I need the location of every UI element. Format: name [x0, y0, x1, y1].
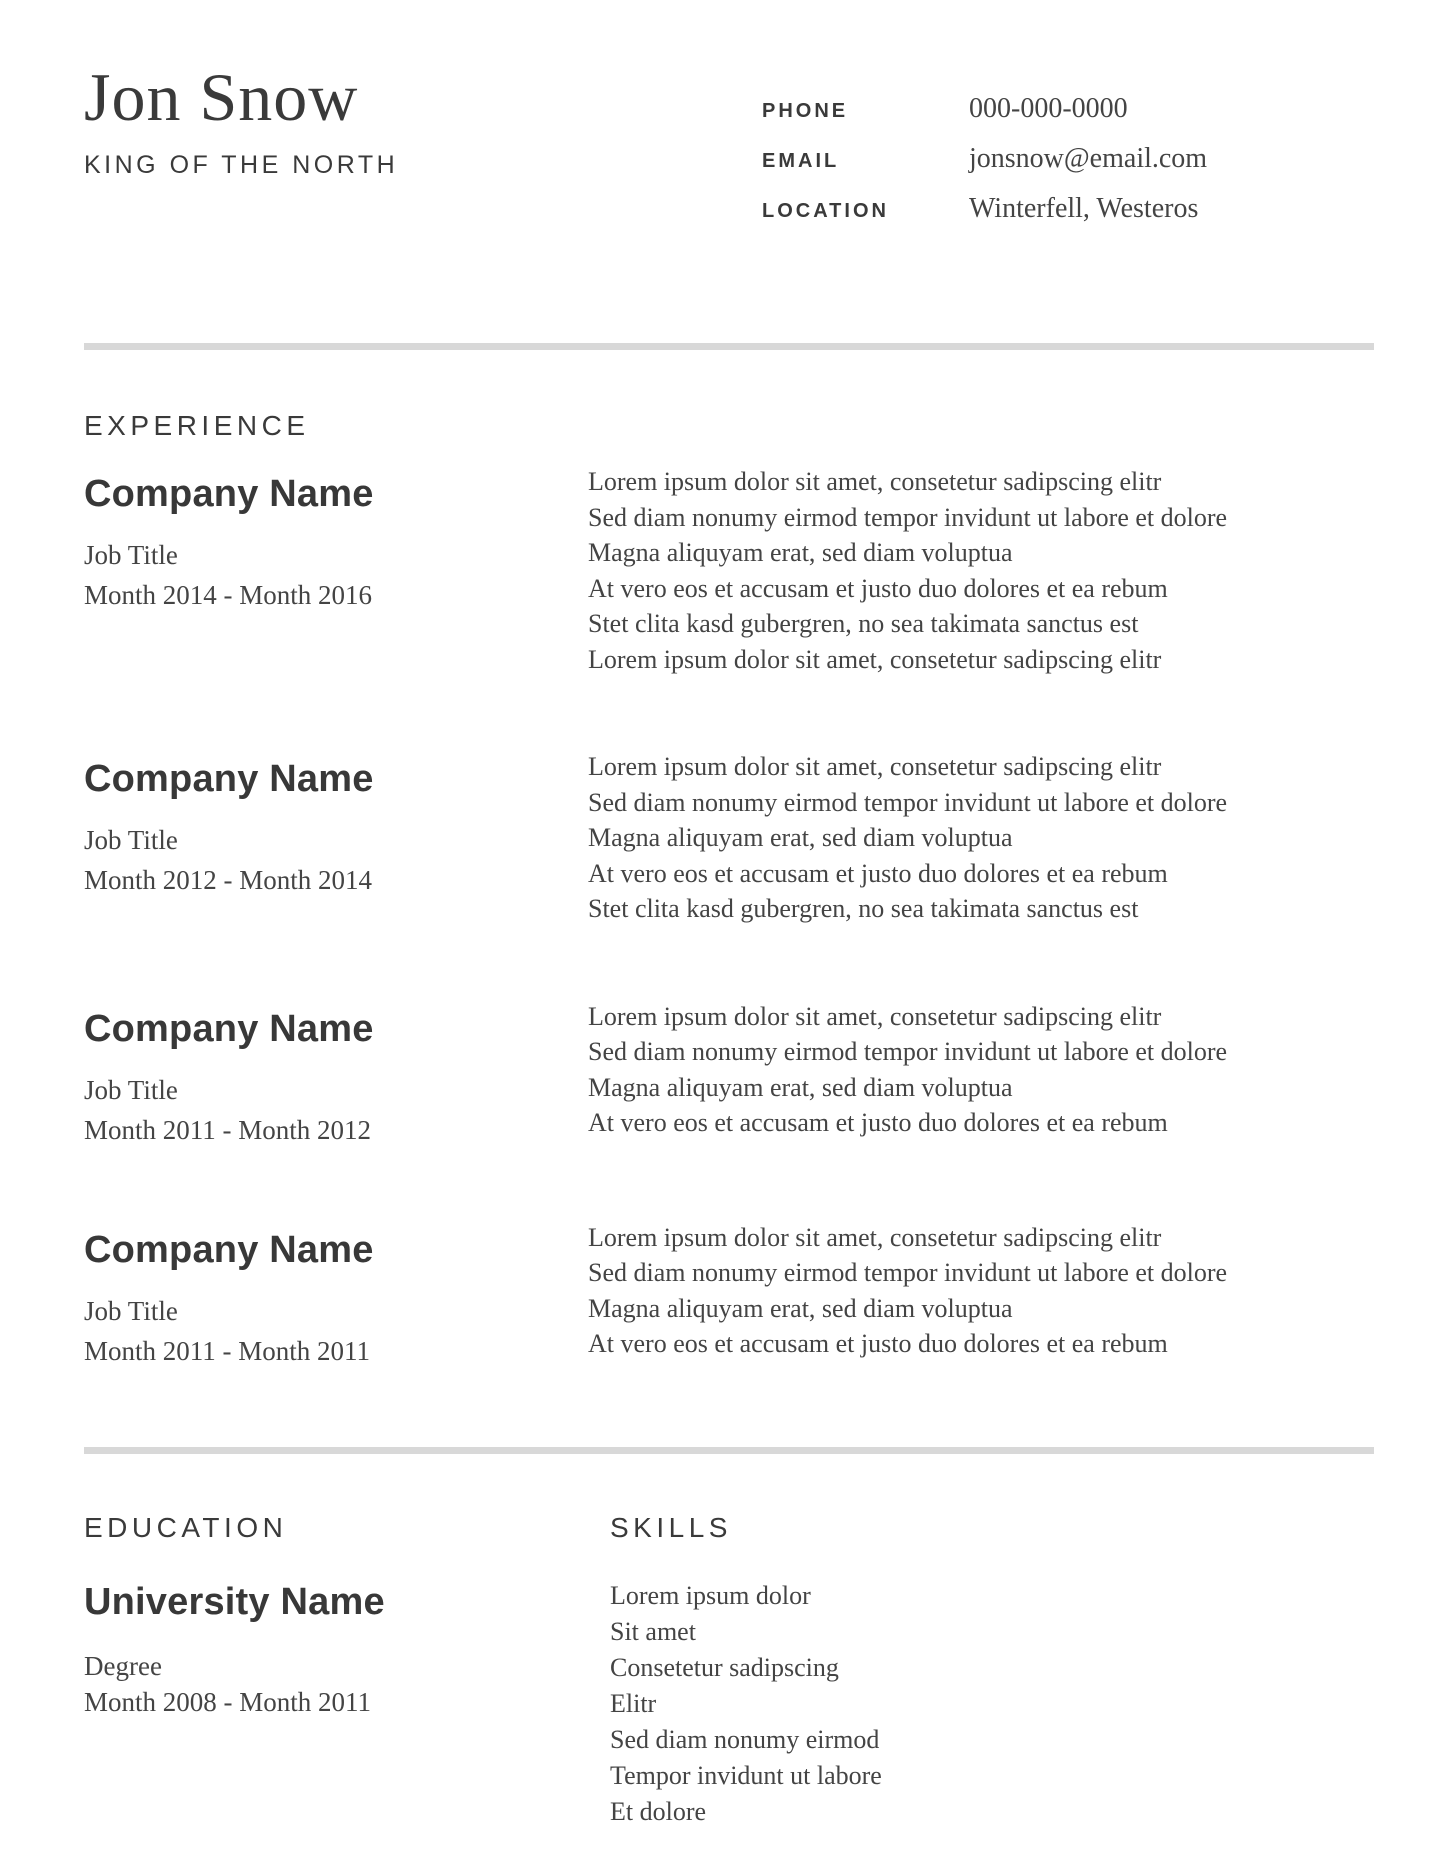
- experience-entry: [84, 752, 1374, 927]
- job-description: [588, 464, 1374, 677]
- company-name: Company Name: [84, 1228, 374, 1271]
- job-description: [588, 749, 1374, 927]
- company-name: Company Name: [84, 473, 374, 515]
- company-name: Company Name: [84, 758, 374, 800]
- skill-item: Sed diam nonumy eirmod: [610, 1724, 880, 1754]
- skill-item: Tempor invidunt ut labore: [610, 1760, 882, 1790]
- skill-item: Lorem ipsum dolor: [610, 1580, 811, 1610]
- job-description: [588, 999, 1374, 1148]
- experience-heading: EXPERIENCE: [84, 410, 310, 441]
- description-line: Magna aliquyam erat, sed diam voluptua: [588, 538, 1013, 567]
- location-value: Winterfell, Westeros: [969, 193, 1199, 224]
- header-divider: [84, 343, 1374, 350]
- skill-item: Consetetur sadipscing: [610, 1652, 839, 1682]
- description-line: Lorem ipsum dolor sit amet, consetetur sadipscing elitr: [588, 644, 1162, 674]
- description-line: Stet clita kasd gubergren, no sea takimata sanctus est: [588, 894, 1139, 923]
- experience-entry: [84, 467, 1374, 677]
- education-section: [84, 1512, 610, 1830]
- description-line: Lorem ipsum dolor sit amet, consetetur sadipscing elitr: [588, 1222, 1162, 1252]
- description-line: Stet clita kasd gubergren, no sea takimata sanctus est: [588, 609, 1139, 638]
- experience-entry: [84, 1222, 1374, 1369]
- section-divider: [84, 1447, 1374, 1454]
- contact-row-location: [762, 191, 1374, 226]
- job-description: [588, 1220, 1374, 1369]
- description-line: Magna aliquyam erat, sed diam voluptua: [588, 823, 1013, 852]
- skills-list: [610, 1578, 1374, 1830]
- employment-dates: Month 2014 - Month 2016: [84, 580, 373, 610]
- header: [84, 0, 1374, 241]
- education-dates: Month 2008 - Month 2011: [84, 1686, 372, 1717]
- experience-section: [84, 410, 1374, 1369]
- description-line: Sed diam nonumy eirmod tempor invidunt ut labore et dolore: [588, 1258, 1228, 1287]
- location-label: LOCATION: [762, 200, 889, 222]
- description-line: Magna aliquyam erat, sed diam voluptua: [588, 1072, 1013, 1102]
- contact-row-phone: [762, 91, 1374, 126]
- description-line: Sed diam nonumy eirmod tempor invidunt ut labore et dolore: [588, 787, 1228, 817]
- experience-entry-left: [84, 470, 588, 677]
- experience-entry-left: [84, 1226, 588, 1369]
- phone-value: 000-000-0000: [969, 93, 1128, 124]
- email-label: EMAIL: [762, 150, 840, 172]
- job-title: Job Title: [84, 825, 178, 855]
- skills-heading: SKILLS: [610, 1511, 732, 1543]
- identity-block: [84, 58, 398, 241]
- description-line: Lorem ipsum dolor sit amet, consetetur sadipscing elitr: [588, 752, 1162, 781]
- skill-item: Elitr: [610, 1688, 657, 1718]
- job-title: Job Title: [84, 540, 178, 570]
- description-line: Sed diam nonumy eirmod tempor invidunt ut labore et dolore: [588, 502, 1228, 532]
- description-line: At vero eos et accusam et justo duo dolores et ea rebum: [588, 858, 1168, 888]
- employment-dates: Month 2011 - Month 2012: [84, 1114, 372, 1145]
- description-line: Lorem ipsum dolor sit amet, consetetur sadipscing elitr: [588, 467, 1162, 496]
- skill-item: Et dolore: [610, 1796, 707, 1826]
- experience-entry-left: [84, 755, 588, 927]
- experience-entry-left: [84, 1005, 588, 1148]
- description-line: At vero eos et accusam et justo duo dolores et ea rebum: [588, 1329, 1168, 1358]
- university-name: University Name: [84, 1580, 385, 1623]
- person-name: Jon Snow: [84, 59, 359, 135]
- degree: Degree: [84, 1650, 162, 1681]
- employment-dates: Month 2012 - Month 2014: [84, 865, 373, 895]
- email-value: jonsnow@email.com: [969, 143, 1208, 174]
- experience-entries: [84, 467, 1374, 1369]
- description-line: At vero eos et accusam et justo duo dolores et ea rebum: [588, 573, 1168, 603]
- phone-label: PHONE: [762, 100, 849, 122]
- skill-item: Sit amet: [610, 1616, 696, 1646]
- experience-entry: [84, 1001, 1374, 1148]
- company-name: Company Name: [84, 1007, 374, 1050]
- description-line: Magna aliquyam erat, sed diam voluptua: [588, 1293, 1013, 1323]
- job-title: Job Title: [84, 1074, 178, 1105]
- skills-section: [610, 1512, 1374, 1830]
- description-line: Sed diam nonumy eirmod tempor invidunt ut labore et dolore: [588, 1037, 1228, 1066]
- contact-block: [762, 91, 1374, 241]
- bottom-section: [84, 1512, 1374, 1830]
- description-line: At vero eos et accusam et justo duo dolores et ea rebum: [588, 1108, 1168, 1137]
- contact-row-email: [762, 141, 1374, 176]
- person-title: KING OF THE NORTH: [84, 150, 399, 179]
- education-heading: EDUCATION: [84, 1511, 288, 1543]
- employment-dates: Month 2011 - Month 2011: [84, 1335, 371, 1366]
- job-title: Job Title: [84, 1295, 178, 1326]
- description-line: Lorem ipsum dolor sit amet, consetetur sadipscing elitr: [588, 1001, 1162, 1031]
